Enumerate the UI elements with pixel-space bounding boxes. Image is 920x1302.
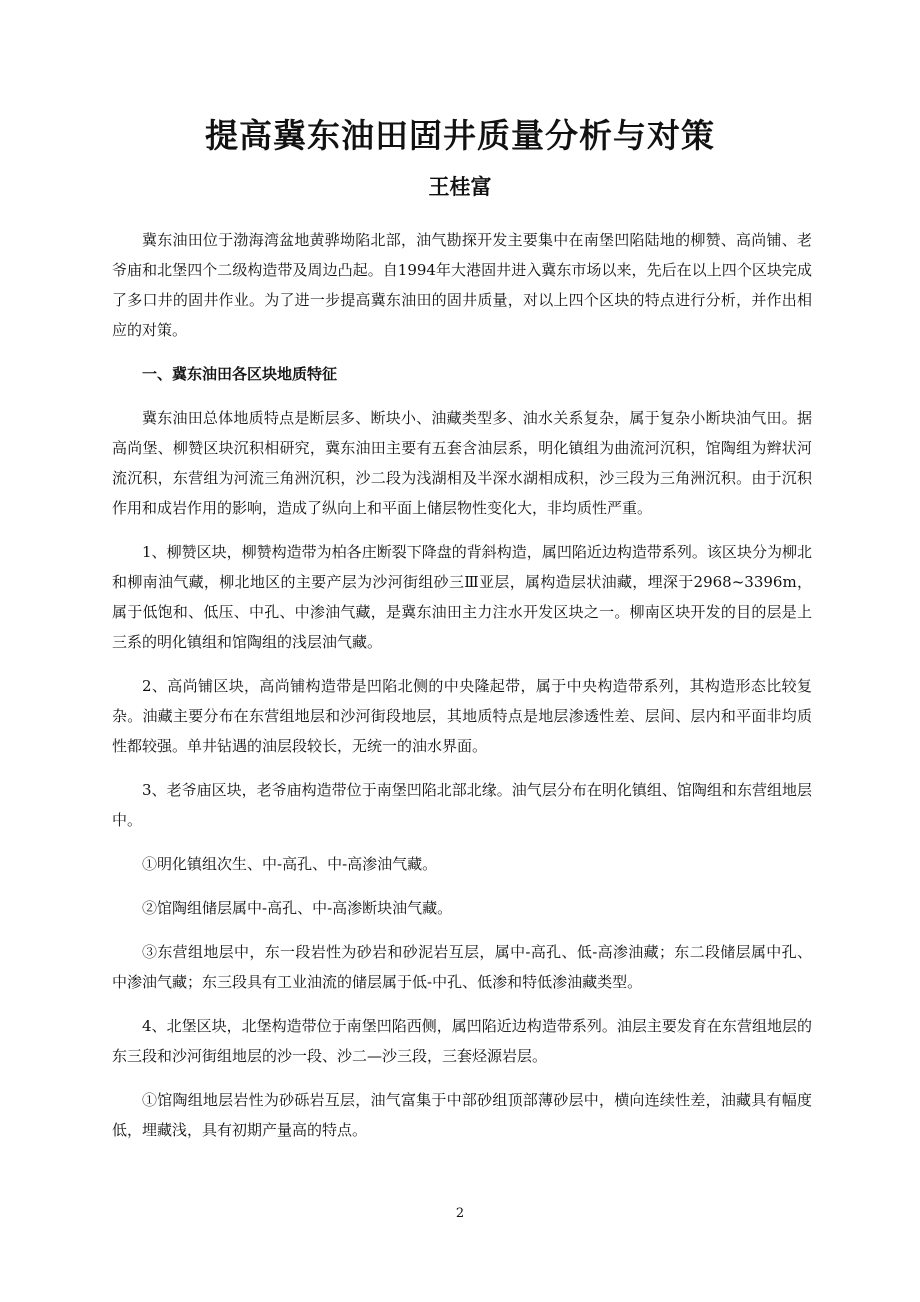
- page-number: 2: [455, 1206, 465, 1221]
- paragraph-laoyemiao-block: 3、老爷庙区块，老爷庙构造带位于南堡凹陷北部北缘。油气层分布在明化镇组、馆陶组和东营组地层中。: [112, 781, 812, 829]
- paragraph-beipu-guantao: ①馆陶组地层岩性为砂砾岩互层，油气富集于中部砂组顶部薄砂层中，横向连续性差，油藏具有幅度低，埋藏浅，具有初期产量高的特点。: [112, 1091, 812, 1139]
- paragraph-geology-overview: 冀东油田总体地质特点是断层多、断块小、油藏类型多、油水关系复杂，属于复杂小断块油气田。据高尚堡、柳赞区块沉积相研究，冀东油田主要有五套含油层系，明化镇组为曲流河沉积，馆陶组为辫状河流沉积，东营组为河流三角洲沉积，沙二段为浅湖相及半深水湖相成积，沙三段为三角洲沉积。由于沉积作用和成岩作用的影响，造成了纵向上和平面上储层物性变化大，非均质性严重。: [112, 409, 812, 517]
- document-author: 王桂富: [428, 174, 492, 199]
- document-body: [112, 225, 812, 1159]
- document-title: 提高冀东油田固井质量分析与对策: [205, 116, 715, 155]
- paragraph-minghuazhen: ①明化镇组次生、中-高孔、中-高渗油气藏。: [142, 855, 438, 873]
- paragraph-intro: 冀东油田位于渤海湾盆地黄骅坳陷北部，油气勘探开发主要集中在南堡凹陷陆地的柳赞、高尚铺、老爷庙和北堡四个二级构造带及周边凸起。自1994年大港固井进入冀东市场以来，先后在以上四个区块完成了多口井的固井作业。为了进一步提高冀东油田的固井质量，对以上四个区块的特点进行分析，并作出相应的对策。: [112, 231, 812, 339]
- paragraph-gaoshangpu-block: 2、高尚铺区块，高尚铺构造带是凹陷北侧的中央隆起带，属于中央构造带系列，其构造形态比较复杂。油藏主要分布在东营组地层和沙河街段地层，其地质特点是地层渗透性差、层间、层内和平面非均质性都较强。单井钻遇的油层段较长，无统一的油水界面。: [112, 677, 812, 755]
- paragraph-liuzan-block: 1、柳赞区块，柳赞构造带为柏各庄断裂下降盘的背斜构造，属凹陷近边构造带系列。该区块分为柳北和柳南油气藏，柳北地区的主要产层为沙河街组砂三Ⅲ亚层，属构造层状油藏，埋深于2968~3396m，属于低饱和、低压、中孔、中渗油气藏，是冀东油田主力注水开发区块之一。柳南区块开发的目的层是上三系的明化镇组和馆陶组的浅层油气藏。: [112, 543, 812, 651]
- paragraph-guantao: ②馆陶组储层属中-高孔、中-高渗断块油气藏。: [142, 899, 453, 917]
- paragraph-dongying: ③东营组地层中，东一段岩性为砂岩和砂泥岩互层，属中-高孔、低-高渗油藏；东二段储层属中孔、中渗油气藏；东三段具有工业油流的储层属于低-中孔、低渗和特低渗油藏类型。: [112, 943, 812, 991]
- section-heading: 一、冀东油田各区块地质特征: [142, 365, 338, 383]
- paragraph-beipu-block: 4、北堡区块，北堡构造带位于南堡凹陷西侧，属凹陷近边构造带系列。油层主要发育在东营组地层的东三段和沙河街组地层的沙一段、沙二—沙三段，三套烃源岩层。: [112, 1017, 812, 1065]
